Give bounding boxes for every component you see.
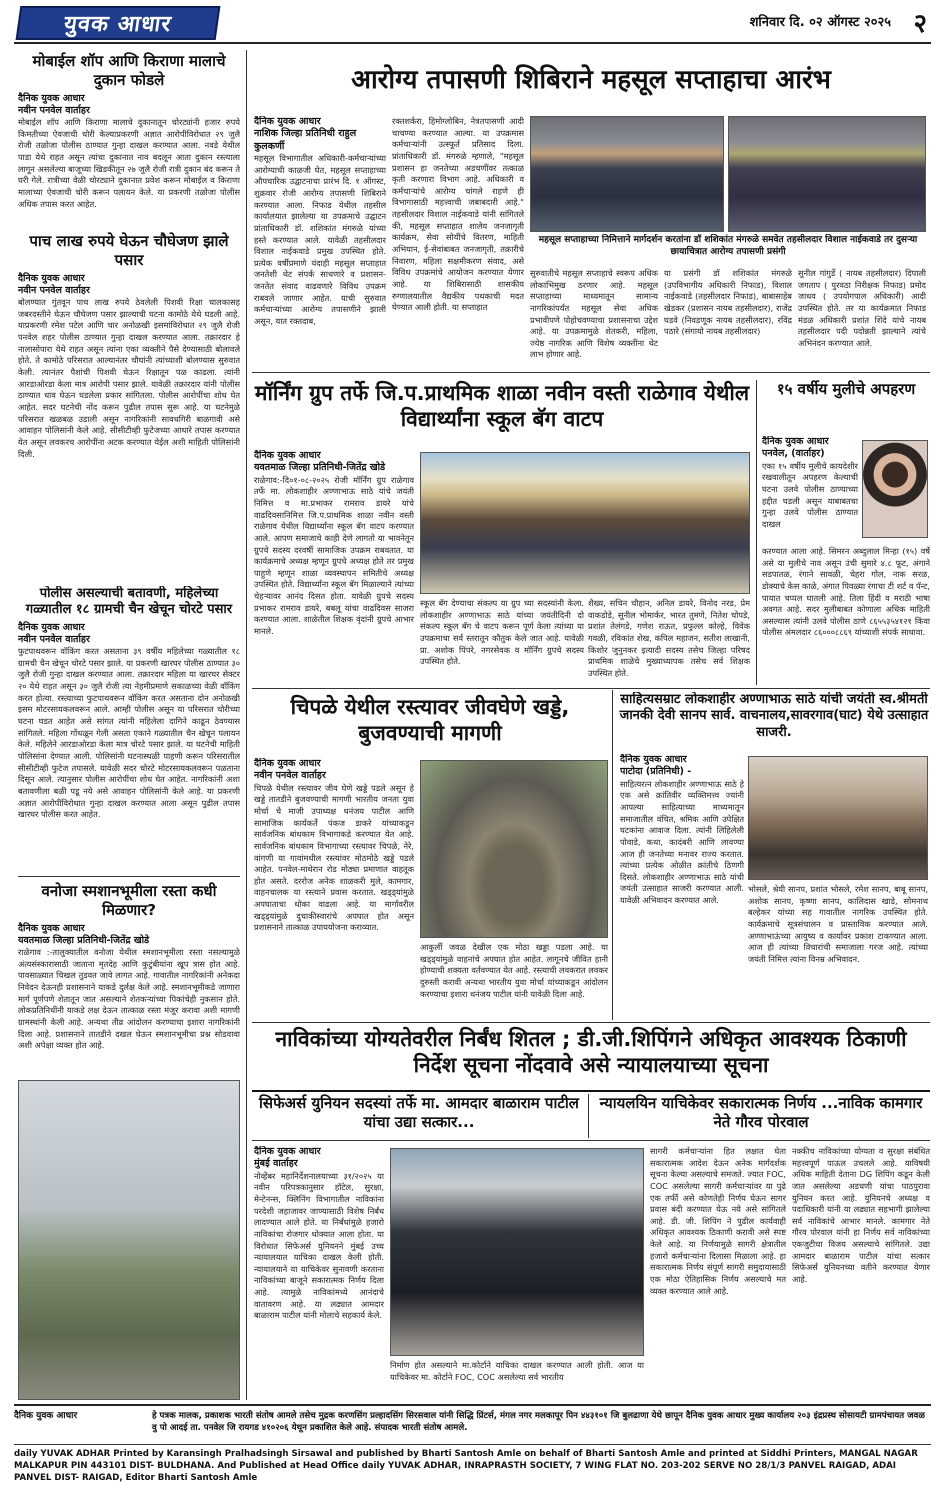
sathe-headline-box [618, 692, 930, 750]
seafarer-sub2-box [592, 1094, 930, 1138]
photo-health-camp [728, 116, 926, 232]
lead-byline: दैनिक युवक आधार [254, 116, 321, 127]
photo-pothole-road [420, 760, 608, 938]
schoolbag-headline-box [252, 380, 752, 444]
article-chain-snatching [18, 586, 240, 874]
imprint-footer [14, 1404, 931, 1496]
pothole-byline: दैनिक युवक आधार [254, 758, 321, 769]
seafarer-headline: नाविकांच्या योग्यतेवरील निर्बंध शितल ; डी.जी.शिपिंगने अधिकृत आवश्यक ठिकाणी निर्देश सूचना नोंदवावे असे न्यायालयाच्या सूचना [275, 1027, 907, 1078]
article-body: राळेगाव :-तालुक्यातील वनोजा येथील स्मशानभूमीला रस्ता नसल्यामुळे अंत्यसंस्कारासाठी जाताना मृतदेह आणि कुटुंबीयांना खूप त्रास होत आहे. पावसाळ्यात चिखल तुडवत जावे लागत आहे. गावातील नागरिकांनी अनेकदा निवेदन देऊनही प्रशासनाने याकडे दुर्लक्ष केले आहे. स्मशानभूमीकडे जाणारा मार्ग पूर्णपणे शेतातून जात असल्याने शेतकऱ्यांच्या पिकांचेही नुकसान होते. लोकप्रतिनिधींनी याकडे लक्ष देऊन तात्काळ रस्ता मंजूर करावा अशी मागणी ग्रामस्थांनी केली आहे. अन्यथा तीव्र आंदोलन करण्याचा इशारा नागरिकांनी दिला आहे. प्रशासनाने तातडीने दखल घेऊन स्मशानभूमीचा प्रश्न सोडवावा अशी अपेक्षा व्यक्त होत आहे. [18, 947, 240, 1051]
schoolbag-byline: दैनिक युवक आधार [254, 450, 321, 461]
section-divider [18, 876, 240, 877]
article-byline: दैनिक युवक आधार [18, 272, 85, 284]
column-divider [612, 690, 613, 1020]
photo-seafarers-court [390, 1148, 644, 1356]
kidnap-byline: दैनिक युवक आधार [762, 436, 829, 447]
seafarer-col-d [792, 1146, 930, 1400]
seafarer-body: निर्माण होत असल्याने मा.कोर्टाने याचिका दाखल करण्यात आली होती. आज या याचिकेवर मा. कोर्टाने FOC, COC असलेल्या सर्व भारतीय [390, 1360, 644, 1382]
section-divider [252, 1022, 930, 1023]
article-reporter: नवीन पनवेल वार्ताहर [18, 284, 90, 296]
sathe-byline: दैनिक युवक आधार [620, 754, 687, 765]
schoolbag-col-c [588, 598, 750, 682]
footer-paper-name: दैनिक युवक आधार [14, 1411, 78, 1421]
seafarer-body: नोव्हेंबर महानिर्देशनालयाच्या ३१/२०२५ या नवीन परिपत्रकानुसार हॉटेल, सुरक्षा, मेन्टेनन्स, क्लिनिंग विभागातील नाविकांना परदेशी जहाजावर जाण्यासाठी विशेष निर्बंध लादण्यात आले होते. या निर्बंधांमुळे हजारो नाविकांचा रोजगार धोक्यात आला होता. या विरोधात सिफेअर्स युनियनने मुंबई उच्च न्यायालयात याचिका दाखल केली होती. न्यायालयाने या याचिकेवर सुनावणी करताना नाविकांच्या बाजूने सकारात्मक निर्णय दिला आहे. त्यामुळे नाविकांमध्ये आनंदाचे वातावरण आहे. या लढ्यात आमदार बाळाराम पाटील यांनी मोलाचे सहकार्य केले. [254, 1170, 384, 1321]
page-number: २ [913, 9, 927, 39]
seafarer-body: सागरी कर्मचाऱ्यांना हित लक्षात घेता सकारात्मक आदेश देऊन अनेक मार्गदर्शक सूचना केल्या असल्याचे समजते. ज्यात FOC, COC असलेल्या सागरी कर्मचाऱ्यांवर या पुढे एक तर्फी असे कोणतेही निर्णय घेऊन सागर प्रवास बंदी करण्यात येऊ नये असे सांगितले आहे. डी. जी. शिपिंग ने पुढील कार्यवाही अधिकृत आवश्यक ठिकाणी करावी असे स्पष्ट केले आहे. या निर्णयामुळे सागरी क्षेत्रातील हजारो कर्मचाऱ्यांना दिलासा मिळाला आहे. हा सकारात्मक निर्णय संपूर्ण सागरी समुदायासाठी एक मोठा ऐतिहासिक निर्णय असल्याचे मत व्यक्त करण्यात आले आहे. [650, 1146, 786, 1296]
column-divider [588, 1094, 589, 1138]
footer-divider [14, 1444, 931, 1445]
article-reporter: नवीन पनवेल वार्ताहर [18, 633, 90, 645]
kidnap-col-b [762, 546, 930, 684]
article-byline: दैनिक युवक आधार [18, 92, 85, 104]
lead-body: सुनील गांगुर्डे ( नायब तहसीलदार) दिपाली जगताप ( पुरवठा निरीक्षक निफाड) प्रमोद जाधव ( उपयोगपाल अधिकारी) आदी उपस्थित होते. तर या कार्यक्रमात निफाड मंडळ अधिकारी प्रशांत शिंदे यांचे नायब तहसीलदार पदी पदोन्नती झाल्याने त्यांचे अभिनंदन करण्यात आले. [798, 268, 926, 348]
article-mobile-shop-theft [18, 52, 240, 227]
column-divider [756, 380, 757, 685]
photo-cemetery-road [18, 1080, 240, 1400]
seafarer-byline: दैनिक युवक आधार [254, 1146, 321, 1157]
lead-body: या प्रसंगी डॉ शशिकांत मंगरुळे (उपविभागीय अधिकारी निफाड), विशाल नाईकवाडे (तहसीलदार निफाड), बाबासाहेब खेडकर (प्रशासन नायब तहसीलदार), राजेंद्र घडवे (निवडणूक नायब तहसीलदार), रविंद्र पठारे (संगायो नायब तहसीलदार) [664, 268, 792, 337]
sathe-reporter: पाटोदा (प्रतिनिधी) - [620, 766, 692, 778]
photo-jayanti-program [748, 756, 928, 880]
sathe-body: साहित्यरत्न लोकशाहीर अण्णाभाऊ साठे हे एक असे क्रांतिवीर व्यक्तिमत्त्व ज्यांनी आपल्या साहित्याच्या माध्यमातून समाजातील वंचित, श्रमिक आणि उपेक्षित घटकांना आवाज दिला. त्यांनी लिहिलेली पोवाडे, कथा, कादंबरी आणि लावण्या आज ही जनतेच्या मनावर राज्य करतात. त्यांच्या प्रत्येक ओळीत क्रांतीचे ठिणगी दिसते. लोकशाहीर अण्णाभाऊ साठे यांची जयंती उत्साहात साजरी करण्यात आली. यावेळी अभिवादन करण्यात आले. [620, 778, 744, 906]
lead-col-a [254, 116, 386, 368]
lead-body: महसूल विभागातील अधिकारी-कर्मचाऱ्यांच्या आरोग्याची काळजी घेत, महसूल सप्ताहाच्या औपचारिक उद्घाटनाचा प्रारंभ दि. १ ऑगस्ट, शुक्रवार रोजी आरोग्य तपासणी शिबिराने करण्यात आला. निफाड येथील तहसील कार्यालयात झालेल्या या उपक्रमाचे उद्घाटन प्रांताधिकारी डॉ. शशिकांत मंगरुळे यांच्या हस्ते करण्यात आले. यावेळी तहसीलदार विशाल नाईकवाडे प्रमुख उपस्थित होते. प्रत्येक वर्षीप्रमाणे यंदाही महसूल सप्ताहात जनतेशी थेट संपर्क साधणारे व प्रशासन-जनतेत संवाद वाढवणारे विविध उपक्रम राबवले जाणार आहेत. याची सुरुवात कर्मचाऱ्यांच्या आरोग्य तपासणीने झाली असून, यात रक्तदाब, [254, 153, 386, 326]
sathe-headline: साहित्यसम्राट लोकशाहीर अण्णाभाऊ साठे यांची जयंती स्व.श्रीमती जानकी देवी सानप सार्व. वाचनालय,सावरगाव(घाट) येथे उत्साहात साजरी. [619, 692, 929, 740]
lead-col-e [798, 268, 926, 368]
article-five-lakh-theft [18, 232, 240, 582]
pothole-reporter: नवीन पनवेल वार्ताहर [254, 770, 326, 782]
schoolbag-body: शैख्य, सचिन चौहान, अनिल डायरे, विनोद नरड, प्रेम वाकडोडे, सुनील भोमार्कर, भारत तुमणे, नितेश चोपडे, प्रशांत तेलंगडे, गणेश राऊत, प्रफुल्ल कोल्हे, विवेक गवळी, रविकांत शेख, कपिल महाजन, सतीश लाखानी, किशोर जुनुनकर इत्यादी सदस्य तसेच जिल्हा परिषद प्राथमिक शाळेचे मुख्याध्यापक तसेच सर्व शिक्षक उपस्थित होते. [588, 598, 750, 678]
seafarer-subheadline-2: न्यायलयिन याचिकेवर सकारात्मक निर्णय ...नाविक कामगार नेते गौरव पोरवाल [599, 1094, 923, 1131]
column-divider [246, 50, 247, 1400]
lead-body: रक्तशर्करा, हिमोग्लोबिन, नेत्रतपासणी आदी चाचण्या करण्यात आल्या. या उपक्रमास कर्मचाऱ्यांनी उत्स्फूर्त प्रतिसाद दिला. प्रांताधिकारी डॉ. मंगरुळे म्हणाले, "महसूल प्रशासन हा जनतेच्या अडचणींवर तत्काळ कृती करणारा विभाग आहे. अधिकारी व कर्मचाऱ्यांचे आरोग्य चांगले राहणे ही विभागासाठी महत्त्वाची जबाबदारी आहे." तहसीलदार विशाल नाईकवाडे यांनी सांगितले की, महसूल सप्ताहात शालेय जनजागृती कार्यक्रम, सेवा सोयींचे वितरण, माहिती अभियान, ई-सेवांबाबत जनजागृती, तक्रारीचे निवारण, महिला सक्षमीकरण संवाद, असे विविध उपक्रमांचे आयोजन करण्यात येणार आहे. या शिबिरासाठी शासकीय रुग्णालयातील वैद्यकीय पथकाची मदत घेण्यात आली होती. या सप्ताहात [392, 116, 524, 313]
article-reporter: यवतमाळ जिल्हा प्रतिनिधी-जितेंद्र खोडे [18, 934, 150, 946]
pothole-col-b [420, 942, 608, 1018]
kidnap-col-a [762, 436, 858, 542]
lead-col-c [530, 268, 658, 368]
footer-imprint-english: daily YUVAK ADHAR Printed by Karansingh Pralhadsingh Sirsawal and published by Bharti Santosh Amle on behalf of Bharti Santosh Amle and printed at Siddhi Printers, MANGAL NAGAR MALKAPUR PIN 443101 DIST- BULDHANA. And Published at Head Office daily YUVAK ADHAR, INRAPRASTH SOCIETY, 7 WING FLAT NO. 203-202 SERVE NO 28/1/3 PANVEL RAIGAD, ADAI PANVEL DIST- RAIGAD, Editor Bharti Santosh Amle [14, 1449, 918, 1484]
masthead [14, 4, 931, 44]
kidnap-reporter: पनवेल, (वार्ताहर) [762, 448, 825, 460]
pothole-body: आकुर्ली जवळ देखील एक मोठा खड्डा पडला आहे. या खड्ड्यांमुळे वाहनांचे अपघात होत आहेत. लागूनचे जीवित हानी होण्याची शक्यता वर्तवण्यात येत आहे. रस्त्याची लवकरात लवकर दुरुस्ती करावी अन्यथा भारतीय युवा मोर्चा यांच्याकडून आंदोलन करण्याचा इशारा धनंजय पाटील यांनी यावेळी दिला आहे. [420, 942, 608, 999]
sathe-col-b [748, 884, 928, 1018]
photo-revenue-meeting [530, 116, 724, 232]
article-reporter: नवीन पनवेल वार्ताहर [18, 104, 90, 116]
schoolbag-reporter: यवतमाळ जिल्हा प्रतिनिधी-जितेंद्र खोडे [254, 462, 386, 474]
schoolbag-col-a [254, 450, 414, 680]
newspaper-logo: युवक आधार [16, 6, 221, 40]
pothole-headline-box [252, 694, 608, 754]
lead-headline: आरोग्य तपासणी शिबिराने महसूल सप्ताहाचा आरंभ [351, 65, 831, 95]
pothole-headline: चिपळे येथील रस्त्यावर जीवघेणे खड्डे, बुजवण्याची मागणी [290, 695, 570, 746]
section-divider [252, 372, 930, 373]
footer-imprint-marathi: हे पत्रक मालक, प्रकाशक भारती संतोष आमले तसेच मुद्रक करणसिंग प्रल्हादसिंग सिरसवाल यांनी सिद्धि प्रिंटर्स, मंगल नगर मलकापूर पिन ४४३१०१ जि बुलढाणा येथे छापून दैनिक युवक आधार मुख्य कार्यालय २०३ इंद्रप्रस्थ सोसायटी ग्रामपंचायत जवळ वु पो आदई ता. पनवेल जि रायगड ४१०२०६ येथून प्रकाशित केले आहे. संपादक भारती संतोष आमले. [152, 1411, 925, 1434]
seafarer-col-c [650, 1146, 786, 1400]
article-wanoja-cemetery-road [18, 882, 240, 1074]
lead-body: सुरुवातीचे महसूल सप्ताहाचे स्वरूप अधिक लोकाभिमुख ठरणार आहे. महसूल सप्ताहाच्या माध्यमातून सामान्य नागरिकांपर्यंत महसूल सेवा अधिक प्रभावीपणे पोहोचवण्याचा प्रशासनाचा उद्देश आहे. या उपक्रमामुळे शेतकरी, महिला, ज्येष्ठ नागरिक आणि विशेष व्यक्तींना थेट लाभ होणार आहे. [530, 268, 658, 360]
lead-photo-caption: महसूल सप्ताहाच्या निमित्ताने मार्गदर्शन करतांना डॉ शशिकांत मंगरुळे समवेत तहसीलदार विशाल नाईकवाडे तर दुसऱ्या छायाचित्रात आरोग्य तपासणी प्रसंगी [538, 235, 918, 258]
kidnap-body: एका १५ वर्षीय मुलीचे कायदेशीर रखवालीतून अपहरण केल्याची घटना उलवे पोलीस ठाण्याच्या हद्दीत घडली असून याबाबतचा गुन्हा उलवे पोलीस ठाण्यात दाखल [762, 460, 858, 529]
lead-col-d [664, 268, 792, 368]
photo-missing-girl [862, 440, 928, 538]
lead-caption-box [530, 234, 926, 264]
article-body: फुटपाथवरून वॉकिंग करत असताना ३९ वर्षीय महिलेच्या गळ्यातील १८ ग्रामची चैन खेचून चोरटे पसार झाले. या प्रकरणी खारघर पोलीस ठाण्यात ३० जुलै रोजी गुन्हा दाखल करण्यात आला. तक्रारदार महिला या खारघर सेक्टर २० येथे राहत असून ३० जुलै रोजी त्या नेहमीप्रमाणे सकाळच्या वेळी वॉकिंग करत होत्या. रस्त्याच्या फुटपाथवरून वॉकिंग करत असताना दोन अनोळखी इसम मोटरसायकलवरून आले. आम्ही पोलीस असून या परिसरात चोरीच्या घटना घडत आहेत असे सांगत त्यांनी महिलेला दागिने काढून ठेवण्यास सांगितले. महिला गोंधळून गेली असता एकाने गळ्यातील चैन खेचून पलायन केले. महिलेने आरडाओरडा केला मात्र चोरटे पसार झाले. या घटनेची माहिती पोलिसांना देण्यात आली. पोलिसांनी घटनास्थळी पाहणी करून परिसरातील सीसीटीव्ही फुटेज तपासले. यावेळी सदर चोरटे मोटरसायकलवरून पळताना दिसून आले. त्यानुसार पोलीस आरोपींचा शोध घेत आहेत. नागरिकांनी अशा बतावणीला बळी पडू नये असे आवाहन पोलिसांनी केले आहे. या प्रकरणी अज्ञात आरोपींविरोधात गुन्हा दाखल करण्यात आला असून पुढील तपास खारघर पोलीस करत आहेत. [18, 646, 240, 820]
headline-rule [252, 1090, 930, 1092]
photo-schoolbag-distribution [420, 452, 750, 594]
lead-headline-box [252, 64, 930, 114]
article-headline: वनोजा स्मशानभूमीला रस्ता कधी मिळणार? [41, 882, 217, 919]
seafarer-col-a [254, 1146, 384, 1400]
seafarer-sub1-box [254, 1094, 584, 1138]
seafarer-headline-box [252, 1026, 930, 1088]
pothole-body: चिपळे येथील रस्त्यावर जीव घेणे खड्डे पडले असून हे खड्डे तातडीने बुजवण्याची मागणी भारतीय जनता युवा मोर्चा चे माजी उपाध्यक्ष धनंजय पाटील आणि सामाजिक कार्यकर्ते पंकज डाकरे यांच्याकडून सार्वजनिक बांधकाम विभागाकडे करण्यात येत आहे. सार्वजनिक बांधकाम विभागाच्या रस्त्यावर चिपळे, नेरे, वांगणी या गावांमधील रस्त्यांवर मोठमोठे खड्डे पडले आहेत. पनवेल-माथेरान रोड मोठ्या प्रमाणात वाहतूक होत असते. दररोज अनेक शाळकरी मुले, कामगार, वाहनचालक या रस्त्याने प्रवास करतात. खड्ड्यांमुळे अपघाताचा धोका वाढला आहे. या मार्गावरील खड्ड्यांमुळे दुचाकीस्वारांचे अपघात होत असून प्रशासनाने तात्काळ उपाययोजना कराव्यात. [254, 782, 414, 933]
seafarer-body: नक्कीच नाविकांच्या योग्यता व सुरक्षा संबंधित महत्त्वपूर्ण पाऊल उचलले आहे. याविषयी अधिक माहिती देताना DG शिपिंग कडून केली जात असलेल्या अडचणी यांचा पाठपुरावा युनियन करत आहे. युनियनचे अध्यक्ष व पदाधिकारी यांनी या लढ्यात सहभागी झालेल्या सर्व नाविकांचे आभार मानले. कामगार नेते गौरव पोरवाल यांनी हा निर्णय सर्व नाविकांच्या एकजुटीचा विजय असल्याचे सांगितले. उद्या आमदार बाळाराम पाटील यांचा सत्कार सिफेअर्स युनियनच्या वतीने करण्यात येणार आहे. [792, 1146, 930, 1285]
pothole-col-a [254, 758, 414, 1018]
schoolbag-body: स्कूल बॅग देण्याचा संकल्प या ग्रुप च्या सदस्यांनी केला. लोकशाहीर अण्णाभाऊ साठे यांच्या जयंतीदिनी दो संकल्प स्कूल बॅग चे वाटप करून पूर्ण केला त्यांच्या या उपक्रमाचा सर्व स्तरातून कौतुक केले जात आहे. यावेळी प्रा. अशोक पिंपरे, नगरसेवक व मॉर्निंग ग्रुपचे सदस्य उपस्थित होते. [420, 598, 584, 667]
article-body: बोलण्यात गुंतवून पाच लाख रुपये ठेवलेली पिशवी रिक्षा चालकासह जबरदस्तीने घेऊन चौघेजण पसार झाल्याची घटना कामोठे येथे घडली आहे. याप्रकरणी रमेश पटेल आणि चार अनोळखी इसमांविरोधात २९ जुलै रोजी पनवेल शहर पोलीस ठाण्यात गुन्हा दाखल करण्यात आला. तक्रारदार हे नालासोपारा येथे राहत असून त्यांना एका व्यक्तीने पैसे देण्यासाठी बोलावले होते. ते कामोठे परिसरात आल्यानंतर चौघांनी त्यांच्याशी बोलण्यास सुरुवात केली. त्यानंतर पैशांची पिशवी घेऊन रिक्षातून पळ काढला. त्यांनी आरडाओरडा केला मात्र आरोपी पसार झाले. यावेळी तक्रारदार यांनी पोलीस ठाण्यात धाव घेऊन घडलेला प्रकार सांगितला. पोलीस आरोपींचा शोध घेत आहेत. सदर घटनेची नोंद करून पुढील तपास सुरू आहे. या घटनेमुळे परिसरात खळबळ उडाली असून नागरिकांनी सावधगिरी बाळगावी असे आवाहन पोलिसांनी केले आहे. सीसीटीव्ही फुटेजच्या आधारे तपास करण्यात येत असून लवकरच आरोपींना अटक करण्यात येईल अशी माहिती पोलिसांनी दिली. [18, 297, 240, 459]
schoolbag-col-b [420, 598, 584, 682]
kidnap-body: करण्यात आला आहे. सिमरन अब्दुलाल मिन्हा (१५) वर्षे असे या मुलीचे नाव असून उंची सुमारे ४.८ फूट, अंगाने सडपातळ, रंगाने सावळी, चेहरा गोल, नाक सरळ, डोक्याचे केस काळे, अंगात पिवळ्या रंगाचा टी शर्ट व पॅन्ट, पायात चप्पल घातली आहे. तिला हिंदी व मराठी भाषा अवगत आहे. सदर मुलीबाबत कोणाला अधिक माहिती असल्यास त्यांनी उलवे पोलीस ठाणे ८६५५३५४१२१ किंवा पोलीस अंमलदार ८६०००८८६९ यांच्याशी संपर्क साधावा. [762, 546, 930, 638]
article-byline: दैनिक युवक आधार [18, 922, 85, 934]
kidnap-headline-box [762, 380, 930, 432]
issue-date: शनिवार दि. ०२ ऑगस्ट २०२५ [749, 15, 891, 30]
schoolbag-headline: मॉर्निंग ग्रुप तर्फे जि.प.प्राथमिक शाळा नवीन वस्ती राळेगाव येथील विद्यार्थ्यांना स्कूल बॅग वाटप [254, 381, 750, 432]
sathe-body: भोसले, श्रेयी सानप, प्रशांत भोसले, रमेश सानप, बाबू सानप, अशोक सानप, कृष्णा सानप, कालिदास खाडे, सोमनाथ बल्हेकर यांच्या सह गावातील नागरिक उपस्थित होते. कार्यक्रमाचे सूत्रसंचालन व प्रास्ताविक करण्यात आले. अण्णाभाऊंच्या आयुष्य व कार्यावर प्रकाश टाकण्यात आला. आज ही त्यांच्या विचारांची समाजाला गरज आहे. त्यांच्या जयंती निमित्त त्यांना विनम्र अभिवादन. [748, 884, 928, 964]
seafarer-reporter: मुंबई वार्ताहर [254, 1158, 298, 1170]
article-byline: दैनिक युवक आधार [18, 621, 85, 633]
article-headline: पोलीस असल्याची बतावणी, महिलेच्या गळ्यातील १८ ग्रामची चैन खेचून चोरटे पसार [25, 586, 233, 618]
article-body: मोबाईल शॉप आणि किराणा मालाचे दुकानातून चोरट्यांनी हजार रुपये किमतीच्या ऐवजाची चोरी केल्याप्रकरणी अज्ञात आरोपीविरोधात २९ जुलै रोजी तळोजा पोलीस ठाण्यात गुन्हा दाखल करण्यात आला. नवडे येथील पाडा येथे राहत असून त्यांचा दुकानात नाव बदलून आता दुकान रस्त्याला लागून असलेल्या बाजूच्या खिडकीतून २७ जुलै रोजी रात्री दुकान बंद करून ते घरी गेले. रात्रीच्या वेळी चोरट्याने दुकानात प्रवेश करून मोबाईल व किराणा मालाच्या ऐवजाची चोरी करून पलायन केले. या प्रकरणी तळोजा पोलीस अधिक तपास करत आहेत. [18, 117, 240, 209]
article-headline: मोबाईल शॉप आणि किराणा मालाचे दुकान फोडले [32, 52, 226, 89]
section-divider [252, 688, 930, 689]
seafarer-subheadline-1: सिफेअर्स युनियन सदस्यां तर्फे मा. आमदार बाळाराम पाटील यांचा उद्या सत्कार... [259, 1094, 579, 1131]
kidnap-headline: १५ वर्षीय मुलीचे अपहरण [776, 380, 916, 398]
article-headline: पाच लाख रुपये घेऊन चौघेजण झाले पसार [29, 232, 229, 269]
seafarer-col-b [390, 1360, 644, 1400]
section-divider [252, 1140, 930, 1141]
lead-col-b [392, 116, 524, 368]
schoolbag-body: राळेगाव:-दि०१-०८-२०२५ रोजी मॉर्निंग ग्रुप राळेगाव तर्फे मा. लोकशाहीर अण्णाभाऊ साठे यांचे जयंती निमित्त व मा.प्रभाकर रामराव डायरे यांचे वाढदिवसानिमित्त जि.प.प्राथमिक शाळा नवीन वस्ती राळेगाव येथील विद्यार्थ्यांना स्कूल बॅग वाटप करण्यात आले. आपण समाजाचे काही देणे लागतो या भावनेतून ग्रुपचे सदस्य दरवर्षी सामाजिक उपक्रम राबवतात. या कार्यक्रमाचे अध्यक्ष म्हणून ग्रुपचे अध्यक्ष होते तर प्रमुख पाहुणे म्हणून शाळा व्यवस्थापन समितीचे अध्यक्ष उपस्थित होते. विद्यार्थ्यांना स्कूल बॅग मिळाल्याने त्यांच्या चेहऱ्यावर आनंद दिसत होता. यावेळी ग्रुपचे सदस्य प्रभाकर रामराव डायरे, बबलू यांचा वाढदिवस साजरा करण्यात आला. शाळेतील शिक्षक वृंदांनी ग्रुपचे आभार मानले. [254, 474, 414, 637]
sathe-col-a [620, 754, 744, 1018]
lead-reporter: नाशिक जिल्हा प्रतिनिधी राहुल कुलकर्णी [254, 128, 357, 152]
